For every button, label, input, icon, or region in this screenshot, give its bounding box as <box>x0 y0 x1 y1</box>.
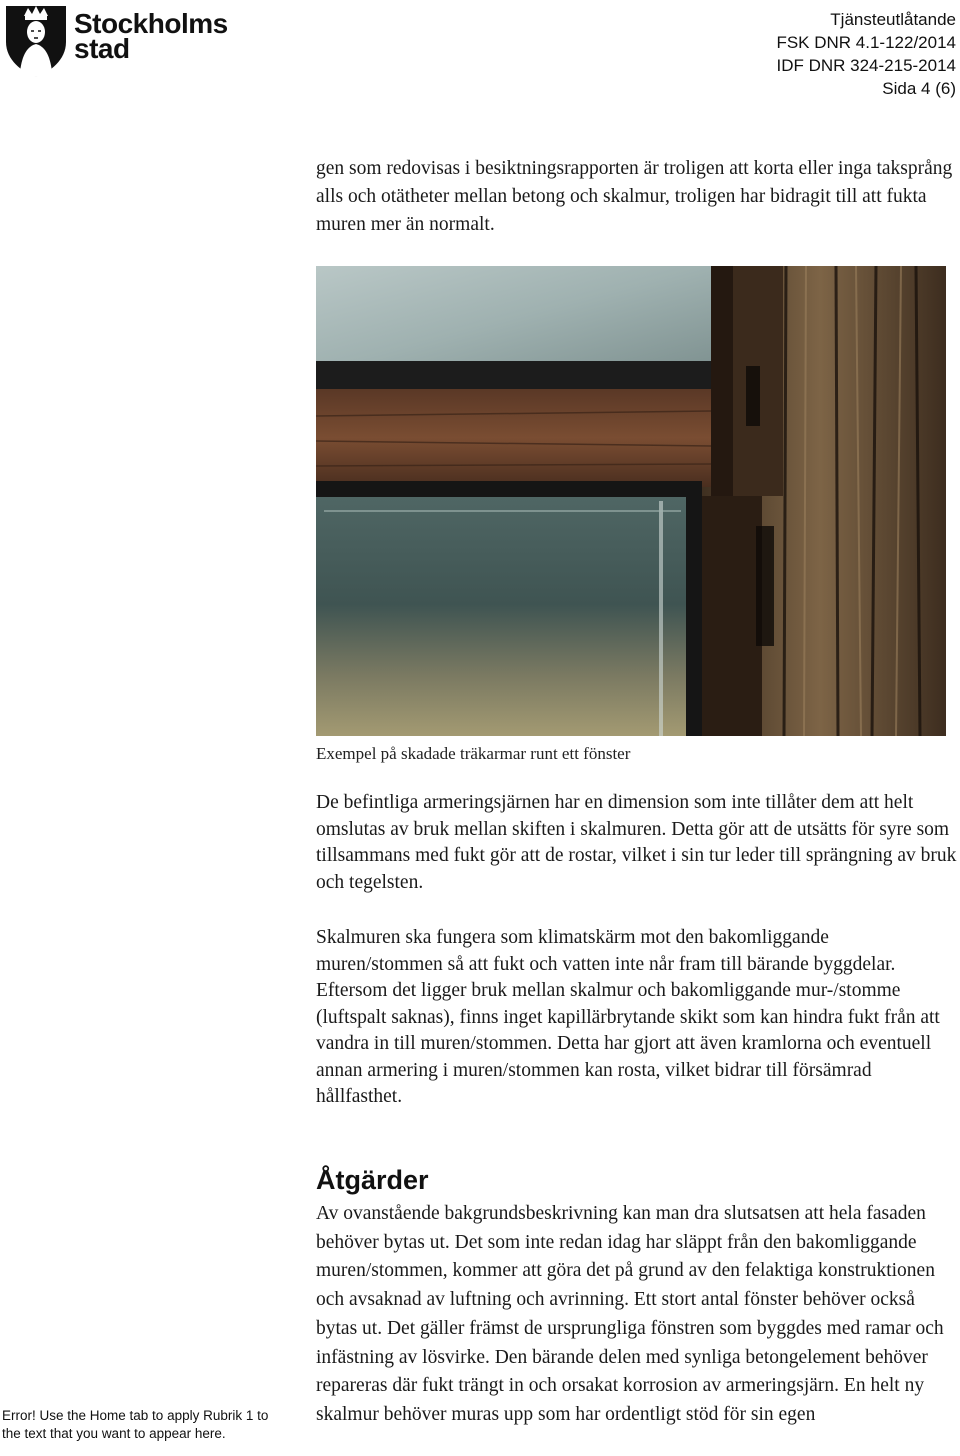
stockholms-stad-logo <box>4 2 234 80</box>
idf-dnr: IDF DNR 324-215-2014 <box>776 56 956 75</box>
photo-caption: Exempel på skadade träkarmar runt ett fönster <box>316 744 631 763</box>
section-heading-atgarder: Åtgärder <box>316 1165 429 1195</box>
body-paragraph-4: Av ovanstående bakgrundsbeskrivning kan man dra slutsatsen att hela fasaden behöver bytas ut. Det som inte redan idag har släppt från den bakomliggande muren/stommen, kommer att göra det på grund av den felaktiga konstruktionen och avsaknad av luftning och avrinning. Ett stort antal fönster behöver också bytas ut. Det gäller främst de ursprungliga fönstren som byggdes med ramar och infästning av lösvirke. Den bärande delen med synliga betongelement behöver repareras där fukt trängt in och orsakat korrosion av armeringsjärn. En helt ny skalmur behöver muras upp som har ordentligt stöd för sin egen <box>316 1203 944 1425</box>
document-header <box>776 8 956 100</box>
document-type: Tjänsteutlåtande <box>830 10 956 29</box>
logo-text-line2: stad <box>74 33 130 64</box>
window-frame-illustration <box>316 266 946 736</box>
body-paragraph-3: Skalmuren ska fungera som klimatskärm mot den bakomliggande muren/stommen så att fukt och vatten inte når fram till bärande byggdelar. Eftersom det ligger bruk mellan skalmur och bakomliggande mur-/stomme (luftspalt saknas), finns inget kapillärbrytande skikt som kan hindra fukt från att vandra in till muren/stommen. Detta har gjort att även kramlorna och eventuell annan armering i muren/stommen kan rosta, vilket bidrar till försämrad hållfasthet. <box>316 927 940 1107</box>
city-shield-icon <box>4 2 68 78</box>
fsk-dnr: FSK DNR 4.1-122/2014 <box>776 33 956 52</box>
body-paragraph-2: De befintliga armeringsjärnen har en dimension som inte tillåter dem att helt omslutas av bruk mellan skiften i skalmuren. Detta gör att de utsätts för syre som tillsammans med fukt gör att de rostar, vilket i sin tur leder till sprängning av bruk och tegelsten. <box>316 792 957 893</box>
body-paragraph-1: gen som redovisas i besiktningsrapporten är troligen att korta eller inga taksprång alls och otätheter mellan betong och skalmur, troligen har bidragit till att fukta muren mer än normalt. <box>316 158 953 235</box>
page-number: Sida 4 (6) <box>882 79 956 98</box>
damaged-window-photo <box>316 266 946 736</box>
logo-text-line1: Stockholms <box>74 8 228 39</box>
sidebar-error-text: Error! Use the Home tab to apply Rubrik 1 to the text that you want to appear here. <box>2 1408 269 1441</box>
